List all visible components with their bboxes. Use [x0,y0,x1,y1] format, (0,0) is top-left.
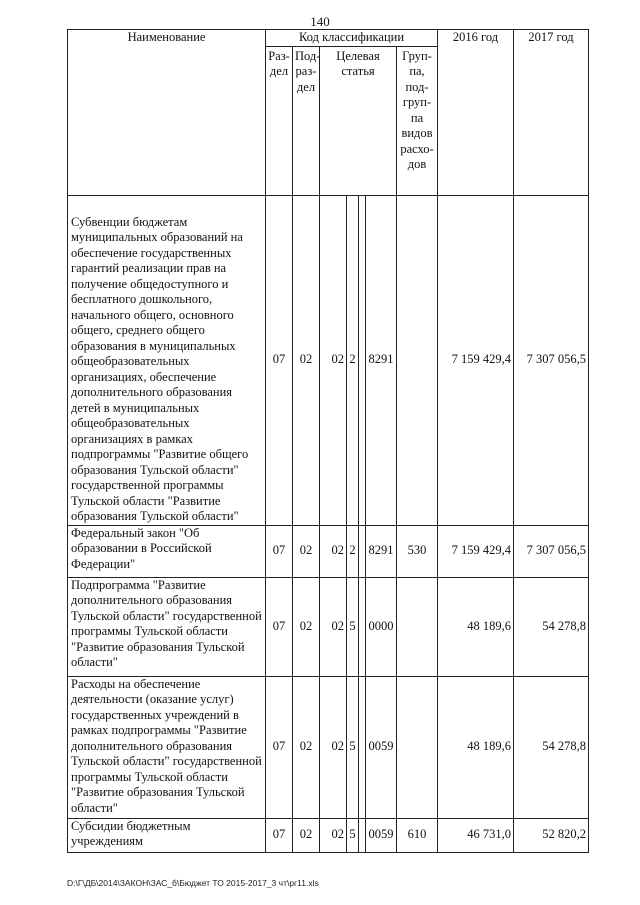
file-path-footer: D:\Г\ДБ\2014\ЗАКОН\ЗАС_б\Бюджет ТО 2015-2017_3 чт\рг11.xls [67,878,319,888]
row-name: Подпрограмма "Развитие дополнительного образования Тульской области" государственной программы Тульской области "Развитие образования Тульской области" [68,577,266,676]
budget-table [67,29,589,853]
table-row [68,818,589,852]
row-name: Расходы на обеспечение деятельности (оказание услуг) государственных учреждений в рамках подпрограммы "Развитие дополнительного образования Тульской области" государственной программы Тульской области "Развитие образования Тульской области" [68,676,266,818]
header-razdel: Раз-дел [266,46,293,195]
header-group: Груп-па, под-груп-па видов расхо-дов [397,46,438,195]
row-2017: 54 278,8 [514,577,589,676]
row-target-2: 2 [347,525,359,577]
row-target-3 [359,195,366,525]
row-razdel: 07 [266,818,293,852]
row-group [397,676,438,818]
row-group [397,195,438,525]
row-target-2: 5 [347,818,359,852]
row-razdel: 07 [266,676,293,818]
table-row [68,676,589,818]
row-target-4: 0059 [366,676,397,818]
row-razdel: 07 [266,195,293,525]
table-row [68,577,589,676]
row-target-3 [359,818,366,852]
row-target-2: 5 [347,676,359,818]
row-razdel: 07 [266,577,293,676]
row-target-1: 02 [320,525,347,577]
row-2016: 48 189,6 [438,676,514,818]
row-2016: 7 159 429,4 [438,525,514,577]
row-target-1: 02 [320,676,347,818]
header-name: Наименование [68,30,266,196]
header-code-group: Код классификации [266,30,438,47]
row-2017: 52 820,2 [514,818,589,852]
row-target-1: 02 [320,577,347,676]
row-target-1: 02 [320,818,347,852]
row-razdel: 07 [266,525,293,577]
row-target-3 [359,525,366,577]
row-2017: 7 307 056,5 [514,525,589,577]
row-target-4: 8291 [366,195,397,525]
row-target-2: 2 [347,195,359,525]
row-podrazdel: 02 [293,195,320,525]
table-row [68,195,589,525]
row-2017: 7 307 056,5 [514,195,589,525]
row-name: Субсидии бюджетным учреждениям [68,818,266,852]
row-2017: 54 278,8 [514,676,589,818]
row-target-3 [359,577,366,676]
row-podrazdel: 02 [293,676,320,818]
row-target-4: 0059 [366,818,397,852]
row-target-2: 5 [347,577,359,676]
row-group: 530 [397,525,438,577]
table-row [68,525,589,577]
row-name: Субвенции бюджетам муниципальных образований на обеспечение государственных гарантий реализации прав на получение общедоступного и бесплатного дошкольного, начального общего, основного общего, среднего общего образования в муниципальных общеобразовательных организациях, обеспечение дополнительного образования детей в муниципальных общеобразовательных организациях в рамках подпрограммы "Развитие общего образования Тульской области" государственной программы Тульской области "Развитие образования Тульской области" [68,195,266,525]
row-2016: 48 189,6 [438,577,514,676]
row-target-4: 8291 [366,525,397,577]
row-podrazdel: 02 [293,818,320,852]
row-group [397,577,438,676]
header-target: Целевая статья [320,46,397,195]
row-target-3 [359,676,366,818]
row-target-4: 0000 [366,577,397,676]
row-podrazdel: 02 [293,525,320,577]
header-2017: 2017 год [514,30,589,196]
row-2016: 46 731,0 [438,818,514,852]
row-podrazdel: 02 [293,577,320,676]
row-name: Федеральный закон "Об образовании в Российской Федерации" [68,525,266,577]
row-target-1: 02 [320,195,347,525]
row-group: 610 [397,818,438,852]
header-2016: 2016 год [438,30,514,196]
header-podrazdel: Под-раз-дел [293,46,320,195]
row-2016: 7 159 429,4 [438,195,514,525]
page-number: 140 [310,14,330,29]
